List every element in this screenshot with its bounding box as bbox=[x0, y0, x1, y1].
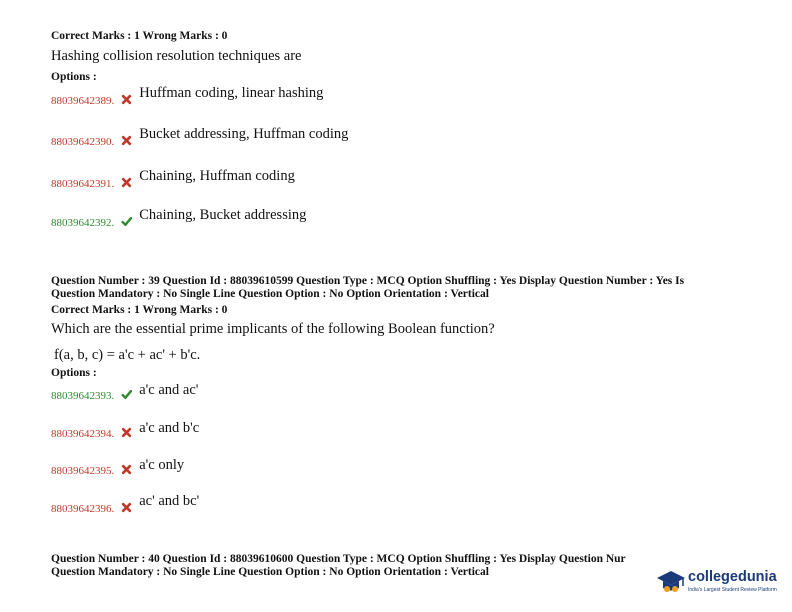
q39-option-2 bbox=[51, 420, 200, 442]
q39-option-1 bbox=[51, 382, 199, 404]
q40-meta-line-2: Question Mandatory : No Single Line Question Option : No Option Orientation : Vertical bbox=[51, 566, 489, 578]
option-id: 88039642394. bbox=[51, 428, 115, 440]
cross-icon bbox=[121, 464, 132, 475]
q40-meta bbox=[51, 553, 626, 579]
option-id: 88039642393. bbox=[51, 390, 115, 402]
q39-question-text: Which are the essential prime implicants of the following Boolean function? bbox=[51, 321, 495, 337]
option-text: a'c only bbox=[139, 457, 185, 473]
option-text: a'c and b'c bbox=[139, 420, 200, 436]
q38-option-1 bbox=[51, 85, 324, 109]
q38-option-2 bbox=[51, 126, 349, 150]
option-text: Chaining, Huffman coding bbox=[139, 168, 295, 184]
option-text: Bucket addressing, Huffman coding bbox=[139, 126, 349, 142]
check-icon bbox=[121, 389, 132, 400]
cross-icon bbox=[121, 427, 132, 438]
option-text: a'c and ac' bbox=[139, 382, 199, 398]
q39-meta-line-2: Question Mandatory : No Single Line Question Option : No Option Orientation : Vertical bbox=[51, 288, 489, 300]
option-text: ac' and bc' bbox=[139, 493, 200, 509]
q38-options-label: Options : bbox=[51, 71, 97, 83]
q39-formula: f(a, b, c) = a'c + ac' + b'c. bbox=[54, 347, 201, 363]
graduation-cap-icon bbox=[656, 568, 686, 598]
q40-meta-line-1: Question Number : 40 Question Id : 88039610600 Question Type : MCQ Option Shuffling : Yes Display Question Nur bbox=[51, 553, 626, 565]
logo-tagline: India's Largest Student Review Platform bbox=[688, 587, 777, 593]
option-text: Huffman coding, linear hashing bbox=[139, 85, 324, 101]
option-id: 88039642389. bbox=[51, 95, 115, 107]
q39-meta bbox=[51, 275, 684, 301]
option-id: 88039642391. bbox=[51, 178, 115, 190]
logo-brand: collegedunia bbox=[688, 569, 777, 585]
q38-question-text: Hashing collision resolution techniques are bbox=[51, 48, 302, 64]
cross-icon bbox=[121, 177, 132, 188]
cross-icon bbox=[121, 94, 132, 105]
option-id: 88039642392. bbox=[51, 217, 115, 229]
option-id: 88039642395. bbox=[51, 465, 115, 477]
option-text: Chaining, Bucket addressing bbox=[139, 207, 307, 223]
q39-option-3 bbox=[51, 457, 185, 479]
q39-meta-line-1: Question Number : 39 Question Id : 88039610599 Question Type : MCQ Option Shuffling : Yes Display Question Number : Yes Is bbox=[51, 275, 685, 287]
option-id: 88039642390. bbox=[51, 136, 115, 148]
check-icon bbox=[121, 216, 132, 227]
q39-marks: Correct Marks : 1 Wrong Marks : 0 bbox=[51, 304, 228, 316]
collegedunia-logo bbox=[656, 566, 784, 600]
q38-marks: Correct Marks : 1 Wrong Marks : 0 bbox=[51, 30, 228, 42]
q39-option-4 bbox=[51, 493, 200, 517]
q38-option-4 bbox=[51, 207, 307, 231]
option-id: 88039642396. bbox=[51, 503, 115, 515]
cross-icon bbox=[121, 135, 132, 146]
q39-options-label: Options : bbox=[51, 367, 97, 379]
q38-option-3 bbox=[51, 168, 295, 192]
cross-icon bbox=[121, 502, 132, 513]
